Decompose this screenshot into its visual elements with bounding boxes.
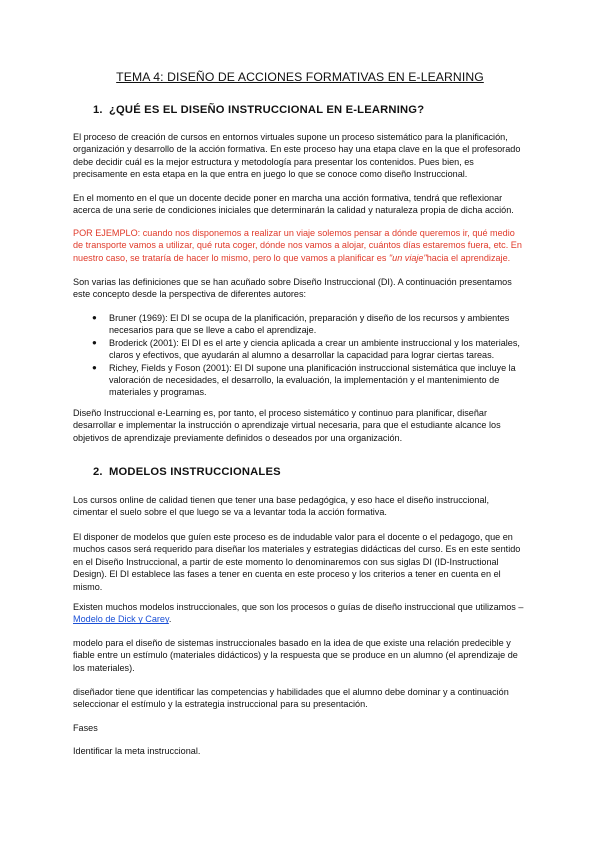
example-text: POR EJEMPLO: cuando nos disponemos a realizar un viaje solemos pensar a dónde queremos ir, qué medio de transporte vamos a utilizar, qué ruta coger, dónde nos vamos a alojar, cuántos días estaremos fuera, etc. En nuestro caso, se trataría de hacer lo mismo, pero lo que vamos a planificar es [73,228,522,263]
models-end: . [168,614,172,625]
list-item [73,312,525,337]
paragraph-fases: Fases [73,723,98,733]
list-item-text: Bruner (1969): El DI se ocupa de la planificación, preparación y diseño de los recursos y ambientes necesarios para que se lleve a cabo el aprendizaje. [109,313,510,336]
paragraph-designer: diseñador tiene que identificar las competencias y habilidades que el alumno debe dominar y a continuación seleccionar el estímulo y la estrategia instruccional para su presentación. [73,687,509,710]
paragraph-meta: Identificar la meta instruccional. [73,746,201,756]
paragraph-models: El disponer de modelos que guíen este proceso es de indudable valor para el docente o el pedagogo, que en muchos casos será requerido para diseñar los materiales y estrategias didácticas del curso. Es en este sentido en el Diseño Instruccional, a partir de este momento lo denominaremos con sus siglas DI (ID-Instructional Design). El DI establece las fases a tener en cuenta en este proceso y los criterios a tener en cuenta en el mismo. [73,532,521,592]
section-2-title: MODELOS INSTRUCCIONALES [109,466,281,478]
dick-carey-link[interactable]: Modelo de Dick y Carey [73,614,169,625]
section-1-title: ¿QUÉ ES EL DISEÑO INSTRUCCIONAL EN E-LEARNING? [109,104,425,116]
paragraph-definitions: Son varias las definiciones que se han acuñado sobre Diseño Instruccional (DI). A continuación presentamos este concepto desde la perspectiva de diferentes autores: [73,277,512,300]
section-1-heading [93,104,424,116]
paragraph-di-elearning: Diseño Instruccional e-Learning es, por tanto, el proceso sistemático y continuo para planificar, diseñar desarrollar e implementar la instrucción o aprendizaje virtual necesaria, para que el estudiante alcance los objetivos de aprendizaje previamente definidos o deseados por una organización. [73,408,501,443]
models-text: Existen muchos modelos instruccionales, que son los procesos o guías de diseño instruccional que utilizamos – [73,602,524,612]
page-title: TEMA 4: DISEÑO DE ACCIONES FORMATIVAS EN E-LEARNING [116,70,484,84]
paragraph-models-list [73,601,525,626]
bullet-icon: ● [92,313,97,322]
section-2-number: 2. [93,466,103,478]
paragraph-online-courses: Los cursos online de calidad tienen que tener una base pedagógica, y eso hace el diseño instruccional, cimentar el suelo sobre el que luego se va a levantar toda la acción formativa. [73,495,490,518]
example-italic: "un viaje" [388,252,427,263]
paragraph-docente: En el momento en el que un docente decide poner en marcha una acción formativa, tendrá que reflexionar acerca de una serie de condiciones iniciales que determinarán la calidad y naturaleza propia de dicha acción. [73,193,514,216]
authors-list [73,312,525,399]
paragraph-dick-carey: modelo para el diseño de sistemas instruccionales basado en la idea de que existe una relación predecible y fiable entre un estímulo (materiales didácticos) y la respuesta que se produce en un alumno (el aprendizaje de los materiales). [73,638,518,673]
list-item [73,362,525,399]
list-item [73,337,525,362]
section-1-number: 1. [93,104,103,116]
paragraph-intro: El proceso de creación de cursos en entornos virtuales supone un proceso sistemático para la planificación, organización y desarrollo de la acción formativa. En este proceso hay una etapa clave en la que el profesorado debe decidir cuál es la mejor estructura y metodología para presentar los contenidos. Pues bien, es precisamente en esta etapa en la que entra en juego lo que se conoce como diseño Instruccional. [73,132,521,180]
section-2-heading [93,466,281,478]
list-item-text: Richey, Fields y Foson (2001): El DI supone una planificación instruccional sistemática que incluye la valoración de necesidades, el desarrollo, la evaluación, la implementación y el mantenimiento de materiales y programas. [109,362,516,398]
bullet-icon: ● [92,337,97,347]
example-paragraph [73,227,525,264]
bullet-icon: ● [92,362,97,372]
example-end: hacia el aprendizaje. [426,252,511,263]
list-item-text: Broderick (2001): El DI es el arte y ciencia aplicada a crear un ambiente instruccional y los materiales, claros y efectivos, que ayudarán al alumno a desarrollar la capacidad para lograr ciertas tareas. [109,337,520,361]
